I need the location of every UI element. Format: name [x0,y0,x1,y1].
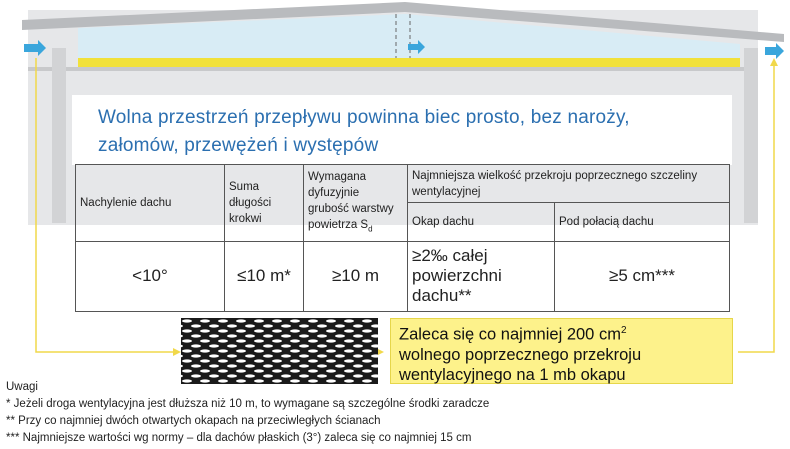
headline [98,104,718,160]
value-eaves: ≥2‰ całej powierzchni dachu** [408,241,555,312]
value-slope: <10° [76,241,225,312]
left-wall [52,48,66,223]
callout-line-2: wolnego poprzecznego przekroju [399,345,642,364]
header-diffusion-sub: d [368,223,373,233]
value-rafter-length: ≤10 m* [225,241,304,312]
note-1: * Jeżeli droga wentylacyjna jest dłuższa niż 10 m, to wymagane są szczególne środki zaradcze [6,398,490,410]
ventilation-mesh [181,318,378,384]
headline-line-1: Wolna przestrzeń przepływu powinna biec prosto, bez naroży, [98,107,630,128]
header-slope: Nachylenie dachu [76,165,225,242]
right-wall [744,48,758,223]
header-min-gap: Najmniejsza wielkość przekroju poprzecznego szczeliny wentylacyjnej [408,165,730,203]
headline-line-2: załomów, przewężeń i występów [98,135,379,156]
value-roof-slope: ≥5 cm*** [555,241,730,312]
arrow-up-icon [770,58,778,66]
arrow-right-icon [765,43,784,59]
value-diffusion: ≥10 m [304,241,408,312]
notes [6,379,766,447]
callout-line-3: wentylacyjnego na 1 mb okapu [399,365,626,384]
ventilation-spec-table [75,164,730,312]
note-2: ** Przy co najmniej dwóch otwartych okapach na przeciwległych ścianach [6,415,381,427]
callout-line-1 [399,321,724,345]
recommendation-callout [390,318,733,384]
insulation-layer [78,58,740,67]
callout-line-1-text: Zaleca się co najmniej 200 cm [399,325,621,344]
header-roof-slope: Pod połacią dachu [555,203,730,241]
ceiling-slab [28,67,758,71]
callout-line-1-sup: 2 [620,325,627,336]
arrow-right-icon [173,348,181,356]
header-eaves: Okap dachu [408,203,555,241]
header-diffusion [304,165,408,242]
header-rafter-length: Suma długości krokwi [225,165,304,242]
header-diffusion-text: Wymagana dyfuzyjnie grubość warstwy powietrza S [308,170,394,231]
note-3: *** Najmniejsze wartości wg normy – dla dachów płaskich (3°) zaleca się co najmniej 15 cm [6,432,472,444]
notes-title: Uwagi [6,381,38,393]
